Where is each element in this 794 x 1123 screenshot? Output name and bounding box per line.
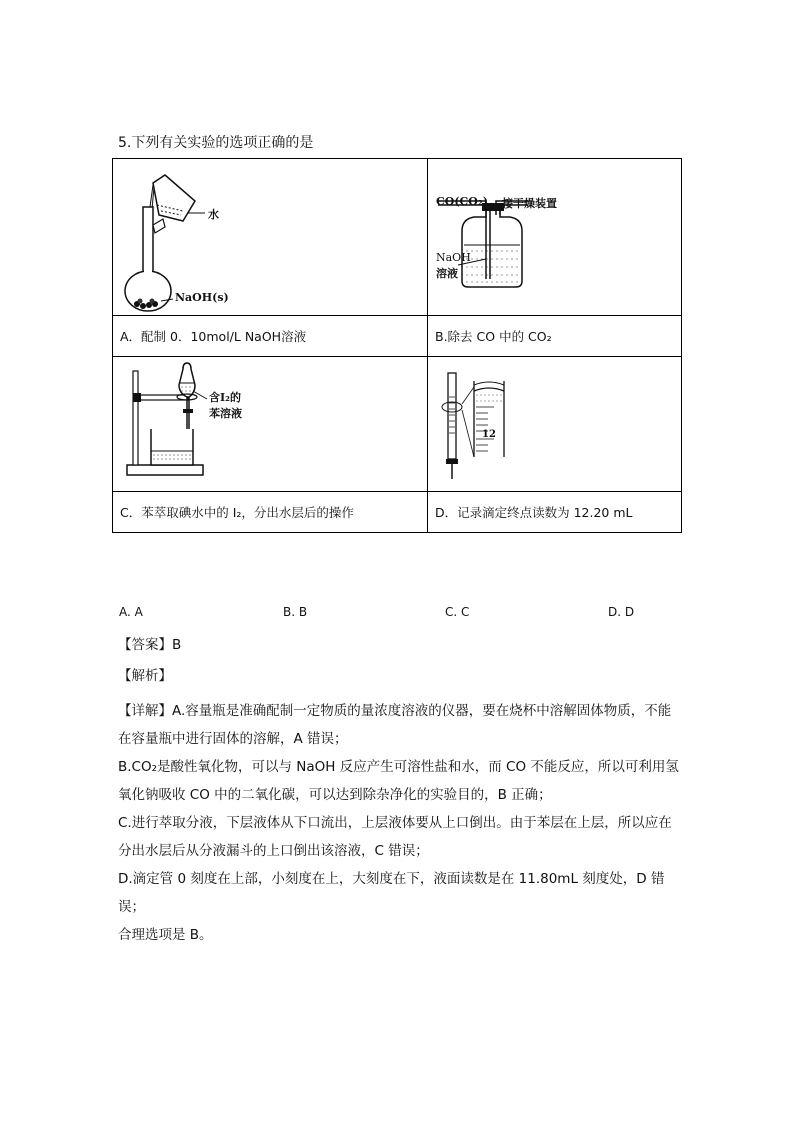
volumetric-flask-diagram — [113, 159, 428, 315]
separatory-funnel-diagram — [113, 357, 428, 491]
figure-d-cell — [428, 357, 682, 492]
gas-washing-bottle-diagram — [428, 159, 682, 315]
caption-c: C．苯萃取碘水中的 I₂，分出水层后的操作 — [113, 492, 428, 533]
caption-d: D．记录滴定终点读数为 12.20 mL — [428, 492, 682, 533]
explanation-block — [118, 697, 681, 949]
figure-a-cell — [113, 159, 428, 316]
figure-c-cell — [113, 357, 428, 492]
conclusion: 合理选项是 B。 — [118, 927, 213, 943]
iodine-label-line1: 含I₂的 — [209, 391, 241, 404]
explanation-b: B.CO₂是酸性氧化物，可以与 NaOH 反应产生可溶性盐和水，而 CO 不能反应，所以可利用氢氧化钠吸收 CO 中的二氧化碳，可以达到除杂净化的实验目的，B 正确； — [118, 759, 679, 803]
explanation-a: 【详解】A.容量瓶是准确配制一定物质的量浓度溶液的仪器，要在烧杯中溶解固体物质，不能在容量瓶中进行固体的溶解，A 错误； — [118, 703, 672, 747]
burette-diagram — [428, 357, 682, 491]
solution-label: 溶液 — [436, 267, 458, 280]
explanation-c: C.进行萃取分液，下层液体从下口流出，上层液体要从上口倒出。由于苯层在上层，所以应在分出水层后从分液漏斗的上口倒出该溶液，C 错误； — [118, 815, 672, 859]
naoh-solid-label: NaOH(s) — [175, 291, 229, 304]
figure-b-cell — [428, 159, 682, 316]
caption-a: A．配制 0．10mol/L NaOH溶液 — [113, 316, 428, 357]
naoh-label: NaOH — [436, 251, 471, 264]
question-text: 5.下列有关实验的选项正确的是 — [118, 135, 314, 151]
choice-c[interactable]: C. C — [445, 605, 470, 619]
choice-d[interactable]: D. D — [608, 605, 635, 619]
answer-line: 【答案】B — [118, 637, 182, 653]
gas-mixture-label: CO(CO₂) — [436, 195, 488, 208]
choice-b[interactable]: B. B — [283, 605, 308, 619]
dryer-label: 接干燥装置 — [502, 197, 557, 210]
burette-scale-label: 12 — [482, 429, 496, 440]
water-label: 水 — [208, 208, 219, 221]
caption-b: B.除去 CO 中的 CO₂ — [428, 316, 682, 357]
options-table — [112, 158, 682, 533]
iodine-label-line2: 苯溶液 — [209, 407, 242, 420]
analysis-heading: 【解析】 — [118, 668, 172, 684]
choice-a[interactable]: A. A — [119, 605, 143, 619]
explanation-d: D.滴定管 0 刻度在上部，小刻度在上，大刻度在下，液面读数是在 11.80mL 刻度处，D 错误； — [118, 871, 665, 915]
